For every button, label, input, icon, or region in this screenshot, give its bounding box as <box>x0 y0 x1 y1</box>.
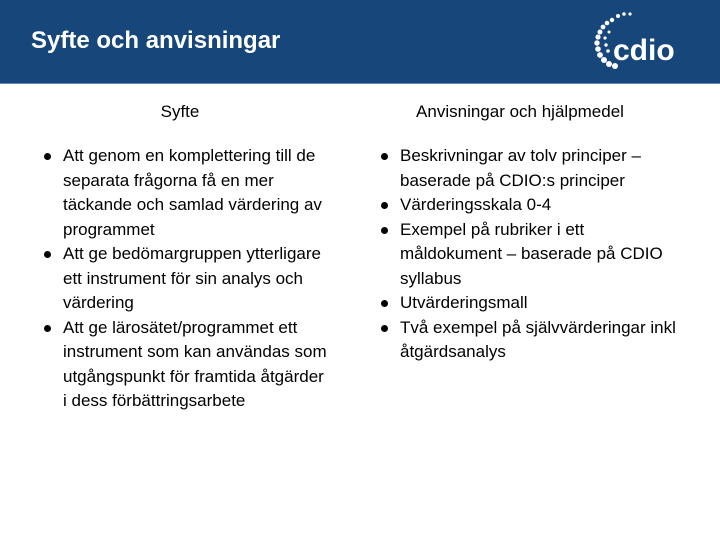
list-item-text: Att genom en komplettering till de separata frågorna få en mer täckande och samlad värdering av programmet <box>63 146 322 239</box>
list-item-text: Två exempel på självvärderingar inkl åtgärdsanalys <box>400 317 676 361</box>
right-bullet-list <box>377 144 677 365</box>
bullet-icon <box>44 251 51 258</box>
list-item-text: Utvärderingsmall <box>400 293 528 312</box>
list-item-text: Exempel på rubriker i ett måldokument – baserade på CDIO syllabus <box>400 219 663 288</box>
right-column-heading: Anvisningar och hjälpmedel <box>416 102 624 121</box>
list-item-text: Värderingsskala 0-4 <box>400 195 552 214</box>
list-item <box>377 316 677 365</box>
bullet-icon <box>44 325 51 332</box>
logo-text: cdio <box>613 34 675 67</box>
list-item <box>40 316 330 414</box>
list-item <box>377 291 677 316</box>
list-item <box>377 193 677 218</box>
bullet-icon <box>381 300 388 307</box>
slide-title: Syfte och anvisningar <box>31 27 281 54</box>
cdio-logo <box>585 8 685 76</box>
header-divider <box>0 83 720 84</box>
list-item <box>377 144 677 193</box>
bullet-icon <box>44 153 51 160</box>
list-item-text: Beskrivningar av tolv principer – baserade på CDIO:s principer <box>400 146 641 190</box>
list-item <box>40 242 330 316</box>
list-item <box>377 218 677 292</box>
list-item-text: Att ge bedömargruppen ytterligare ett instrument för sin analys och värdering <box>63 244 321 312</box>
list-item <box>40 144 330 242</box>
left-bullet-list <box>40 144 330 414</box>
bullet-icon <box>381 227 388 234</box>
slide-header <box>0 0 720 83</box>
left-column-heading: Syfte <box>160 102 200 121</box>
bullet-icon <box>381 202 388 209</box>
bullet-icon <box>381 153 388 160</box>
bullet-icon <box>381 325 388 332</box>
list-item-text: Att ge lärosätet/programmet ett instrument som kan användas som utgångspunkt för framtida åtgärder i dess förbättringsarbete <box>63 317 327 410</box>
